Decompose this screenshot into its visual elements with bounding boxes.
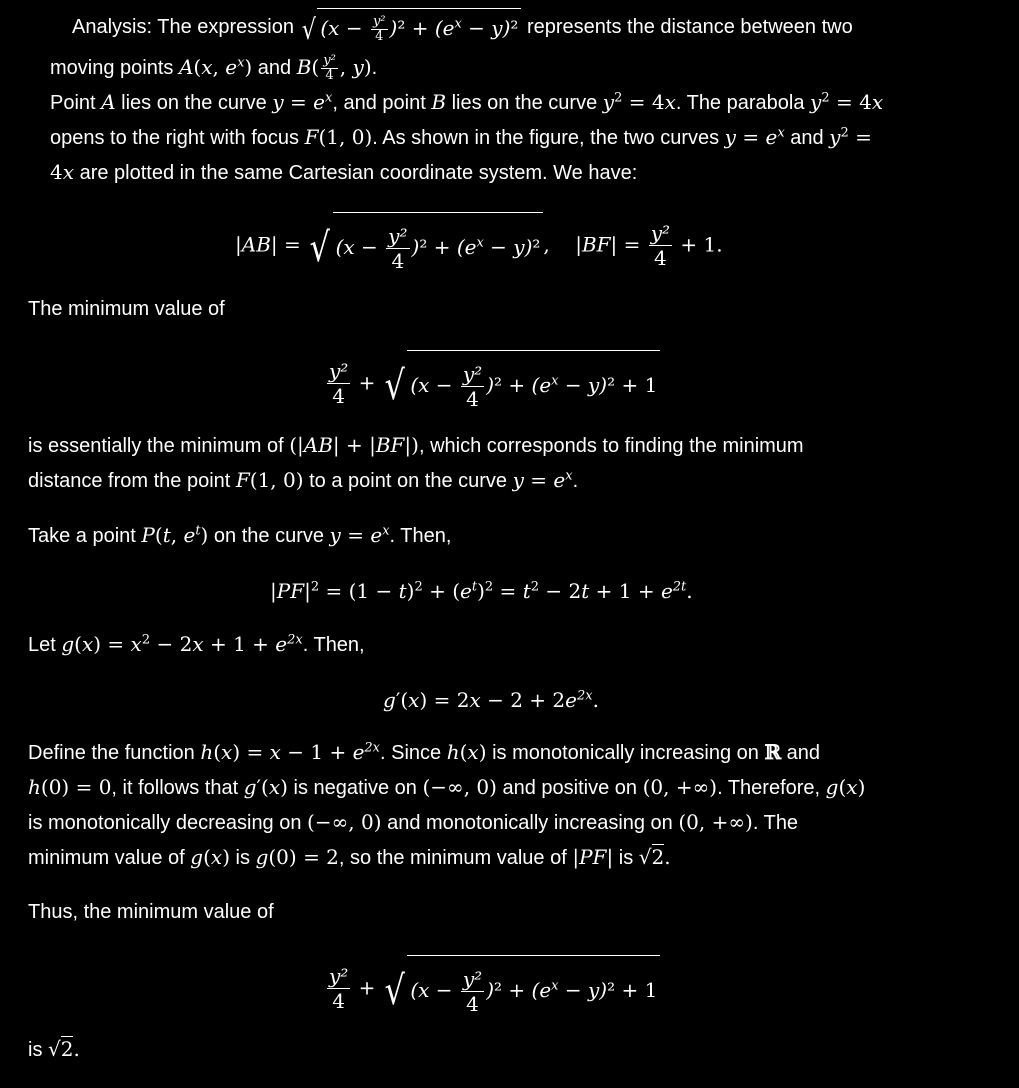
display-equation-pf: $|PF|^2 = (1 - t)^2 + (e^t)^2 = t^2 - 2t + 1 + e^{2t}$. — [270, 579, 693, 603]
text-answer: is √2. — [28, 1037, 80, 1061]
sqrt-expression: √ (x − $\frac{\text{y²}}{4}$ )$^2 + (e^x - y)^2$ — [300, 8, 522, 47]
text-minimum-value — [28, 292, 988, 327]
text: . The — [752, 812, 799, 834]
text: , so the minimum value of — [338, 847, 573, 869]
text: and monotonically increasing on — [381, 812, 679, 834]
text: is — [28, 1039, 48, 1061]
text: is — [613, 847, 639, 869]
text: Let — [28, 634, 62, 656]
text: is essentially the minimum of — [28, 435, 290, 457]
text: is — [230, 847, 256, 869]
sqrt-expression: √ (x − $\frac{\text{y²}}{4}$ )$^2 + (e^x - y)^2$ — [307, 212, 543, 279]
text: Analysis: The expression — [72, 15, 300, 38]
text-distance: distance from the point F(1, 0) to a point on the curve $y = e^x$. — [28, 468, 579, 492]
text: . Therefore, — [717, 777, 826, 799]
text: . — [572, 470, 579, 492]
text: represents the distance between two — [521, 15, 853, 38]
text: is negative on — [287, 777, 423, 799]
text: minimum value of — [28, 847, 191, 869]
text: to a point on the curve — [303, 470, 513, 492]
text: , it follows that — [111, 777, 244, 799]
text-essentially-minimum: is essentially the minimum of (|AB| + |BF|), which corresponds to finding the minimum — [28, 433, 804, 457]
analysis-line-5: 4x are plotted in the same Cartesian coordinate system. We have: — [50, 160, 638, 184]
analysis-line-4: opens to the right with focus F(1, 0). As shown in the figure, the two curves $y = e^x$ and $y^2$ = — [50, 125, 872, 149]
text: is monotonically increasing on — [486, 742, 765, 764]
text: and — [784, 127, 830, 149]
text: Take a point — [28, 525, 142, 547]
text: are plotted in the same Cartesian coordinate system. We have: — [74, 162, 638, 184]
text: distance from the point — [28, 470, 236, 492]
text-take-point: Take a point P(t, $e^t$) on the curve $y = e^x$. Then, — [28, 523, 452, 547]
text: lies on the curve — [446, 92, 603, 114]
text-define-h-3: is monotonically decreasing on (−∞, 0) and monotonically increasing on (0, +∞). The — [28, 810, 799, 834]
text: and positive on — [496, 777, 643, 799]
analysis-line-2: moving points A(x, $e^x$) and B( $\frac{\text{y²}}{4}$ , y). — [50, 53, 378, 84]
text: . As shown in the figure, the two curves — [372, 127, 725, 149]
text: is monotonically decreasing on — [28, 812, 308, 834]
text: The minimum value of — [28, 298, 225, 320]
text: and — [781, 742, 820, 764]
display-equation-g-prime: $g'(x) = 2x - 2 + 2e^{2x}$. — [383, 688, 599, 712]
text-define-h-1: Define the function $h(x) = x - 1 + e^{2x}$. Since h(x) is monotonically increasing on ℝ and — [28, 740, 820, 764]
text-thus-minimum — [28, 895, 988, 930]
text: Define the function — [28, 742, 201, 764]
text: lies on the curve — [115, 92, 273, 114]
text: Point — [50, 92, 102, 114]
text: . Then, — [389, 525, 452, 547]
display-equation-expression-final: $\frac{\text{y²}}{4}$ + √ (x − $\frac{\text{y²}}{4}$ )$^2 + (e^x - y)^2 + 1$ — [325, 955, 660, 1022]
text-define-h-4: minimum value of g(x) is g(0) = 2, so the minimum value of |PF| is √2. — [28, 845, 671, 869]
analysis-line-1 — [72, 8, 853, 47]
display-equation-ab-bf: |AB| = √ (x − $\frac{\text{y²}}{4}$ )$^2 + (e^x - y)^2$ , |BF| = $\frac{\text{y²}}{4}$ + 1. — [235, 212, 723, 279]
text: . Then, — [302, 634, 365, 656]
sqrt-expression: √ (x − $\frac{\text{y²}}{4}$ )$^2 + (e^x - y)^2 + 1$ — [382, 955, 661, 1022]
text: and — [252, 57, 297, 79]
text: . Since — [380, 742, 447, 764]
text: , which corresponds to finding the minimum — [418, 435, 804, 457]
text: . — [371, 57, 378, 79]
text: opens to the right with focus — [50, 127, 305, 149]
text: , and point — [332, 92, 432, 114]
text: on the curve — [208, 525, 330, 547]
text: Thus, the minimum value of — [28, 901, 274, 923]
text-define-h-2: h(0) = 0, it follows that g′(x) is negative on (−∞, 0) and positive on (0, +∞). Therefore, g(x) — [28, 775, 866, 799]
text-let-g: Let $g(x) = x^2 - 2x + 1 + e^{2x}$. Then, — [28, 632, 365, 656]
display-equation-expression: $\frac{\text{y²}}{4}$ + √ (x − $\frac{\text{y²}}{4}$ )$^2 + (e^x - y)^2 + 1$ — [325, 350, 660, 417]
text: moving points — [50, 57, 179, 79]
sqrt-expression: √ (x − $\frac{\text{y²}}{4}$ )$^2 + (e^x - y)^2 + 1$ — [382, 350, 661, 417]
text: . The parabola — [675, 92, 811, 114]
analysis-line-3: Point A lies on the curve $y = e^x$, and point B lies on the curve $y^2 = 4x$. The parabola $y^2 = 4x$ — [50, 90, 884, 114]
